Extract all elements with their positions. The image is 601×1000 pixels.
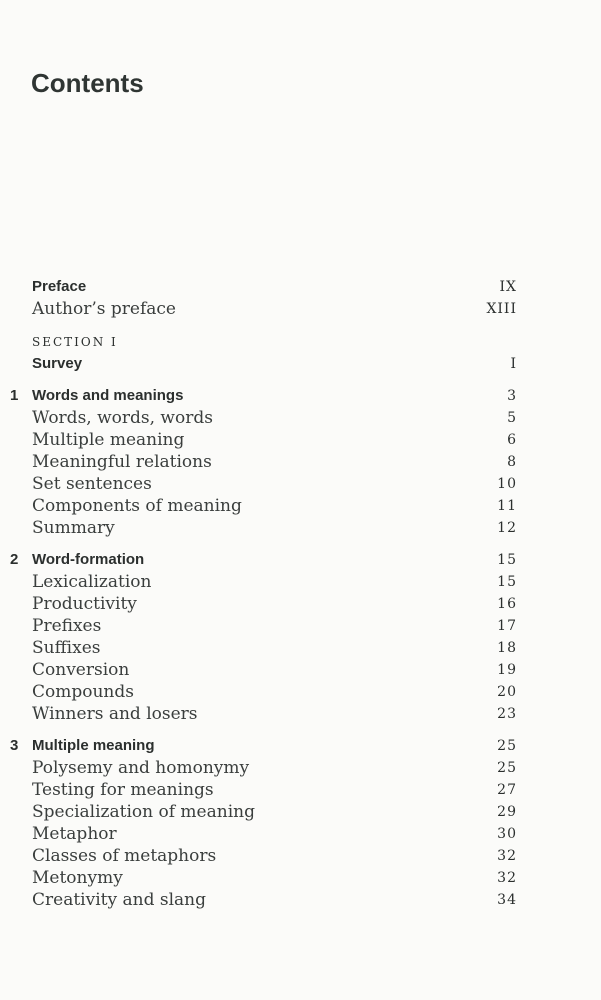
toc-entry-title: Suffixes [32,638,101,658]
toc-entry-title: Survey [32,355,83,372]
toc-page-number: 15 [497,552,517,568]
section-heading [0,353,601,375]
toc-entry [0,593,601,615]
toc-entry-title: SECTION I [32,335,118,349]
toc-entry-title: Words, words, words [32,408,213,428]
toc-entry [0,473,601,495]
toc-entry-title: Multiple meaning [32,737,155,754]
table-of-contents [0,276,601,911]
toc-entry-title: Testing for meanings [32,780,214,800]
toc-page-number: 34 [497,892,517,908]
chapter-heading [0,735,601,757]
toc-entry-title: Set sentences [32,474,152,494]
toc-entry-title: Classes of metaphors [32,846,217,866]
toc-entry-title: Components of meaning [32,496,242,516]
toc-page-number: 25 [497,760,517,776]
toc-entry [0,779,601,801]
toc-page-number: I [510,356,517,372]
toc-entry-title: Meaningful relations [32,452,212,472]
chapter-heading [0,549,601,571]
toc-page-number: 6 [507,432,517,448]
toc-page-number: 29 [497,804,517,820]
chapter-number: 3 [10,737,19,754]
toc-page-number: 15 [497,574,517,590]
toc-entry-title: Compounds [32,682,134,702]
toc-entry-title: Creativity and slang [32,890,206,910]
toc-entry [0,451,601,473]
front-matter-entry [0,298,601,320]
toc-entry-title: Summary [32,518,115,538]
toc-entry [0,637,601,659]
toc-entry-title: Preface [32,278,87,295]
toc-page-number: 25 [497,738,517,754]
toc-page-number: 12 [497,520,517,536]
toc-entry [0,407,601,429]
toc-page-number: 16 [497,596,517,612]
toc-entry [0,801,601,823]
toc-entry [0,517,601,539]
toc-page-number: 30 [497,826,517,842]
toc-page-number: 20 [497,684,517,700]
toc-page-number: 32 [497,870,517,886]
toc-page-number: 8 [507,454,517,470]
toc-page-number: IX [499,279,517,295]
toc-entry [0,495,601,517]
toc-entry [0,845,601,867]
toc-page-number: 5 [507,410,517,426]
toc-page-number: 3 [507,388,517,404]
toc-entry [0,823,601,845]
toc-entry [0,703,601,725]
toc-page-number: 18 [497,640,517,656]
toc-page-number: 10 [497,476,517,492]
toc-entry [0,757,601,779]
toc-page-number: 32 [497,848,517,864]
toc-entry-title: Metonymy [32,868,123,888]
section-label [0,331,601,353]
spacer [0,320,601,331]
toc-page-number: 11 [497,498,517,514]
chapter-number: 1 [10,387,19,404]
page-title: Contents [31,68,144,98]
toc-entry [0,681,601,703]
toc-entry-title: Author’s preface [32,299,176,319]
toc-entry-title: Multiple meaning [32,430,185,450]
toc-page-number: 19 [497,662,517,678]
spacer [0,375,601,385]
toc-page-number: 27 [497,782,517,798]
toc-entry [0,571,601,593]
toc-entry-title: Specialization of meaning [32,802,255,822]
toc-entry-title: Productivity [32,594,137,614]
chapter-number: 2 [10,551,19,568]
toc-entry-title: Conversion [32,660,130,680]
toc-page-number: 23 [497,706,517,722]
spacer [0,539,601,549]
toc-entry-title: Winners and losers [32,704,198,724]
toc-entry-title: Word-formation [32,551,145,568]
toc-entry [0,659,601,681]
toc-entry-title: Words and meanings [32,387,184,404]
toc-entry-title: Metaphor [32,824,117,844]
toc-entry-title: Lexicalization [32,572,152,592]
toc-entry-title: Polysemy and homonymy [32,758,250,778]
toc-entry [0,867,601,889]
front-matter-heading [0,276,601,298]
spacer [0,725,601,735]
toc-entry [0,615,601,637]
toc-page-number: XIII [486,301,517,317]
toc-entry-title: Prefixes [32,616,102,636]
toc-entry [0,429,601,451]
toc-entry [0,889,601,911]
toc-page-number: 17 [497,618,517,634]
chapter-heading [0,385,601,407]
